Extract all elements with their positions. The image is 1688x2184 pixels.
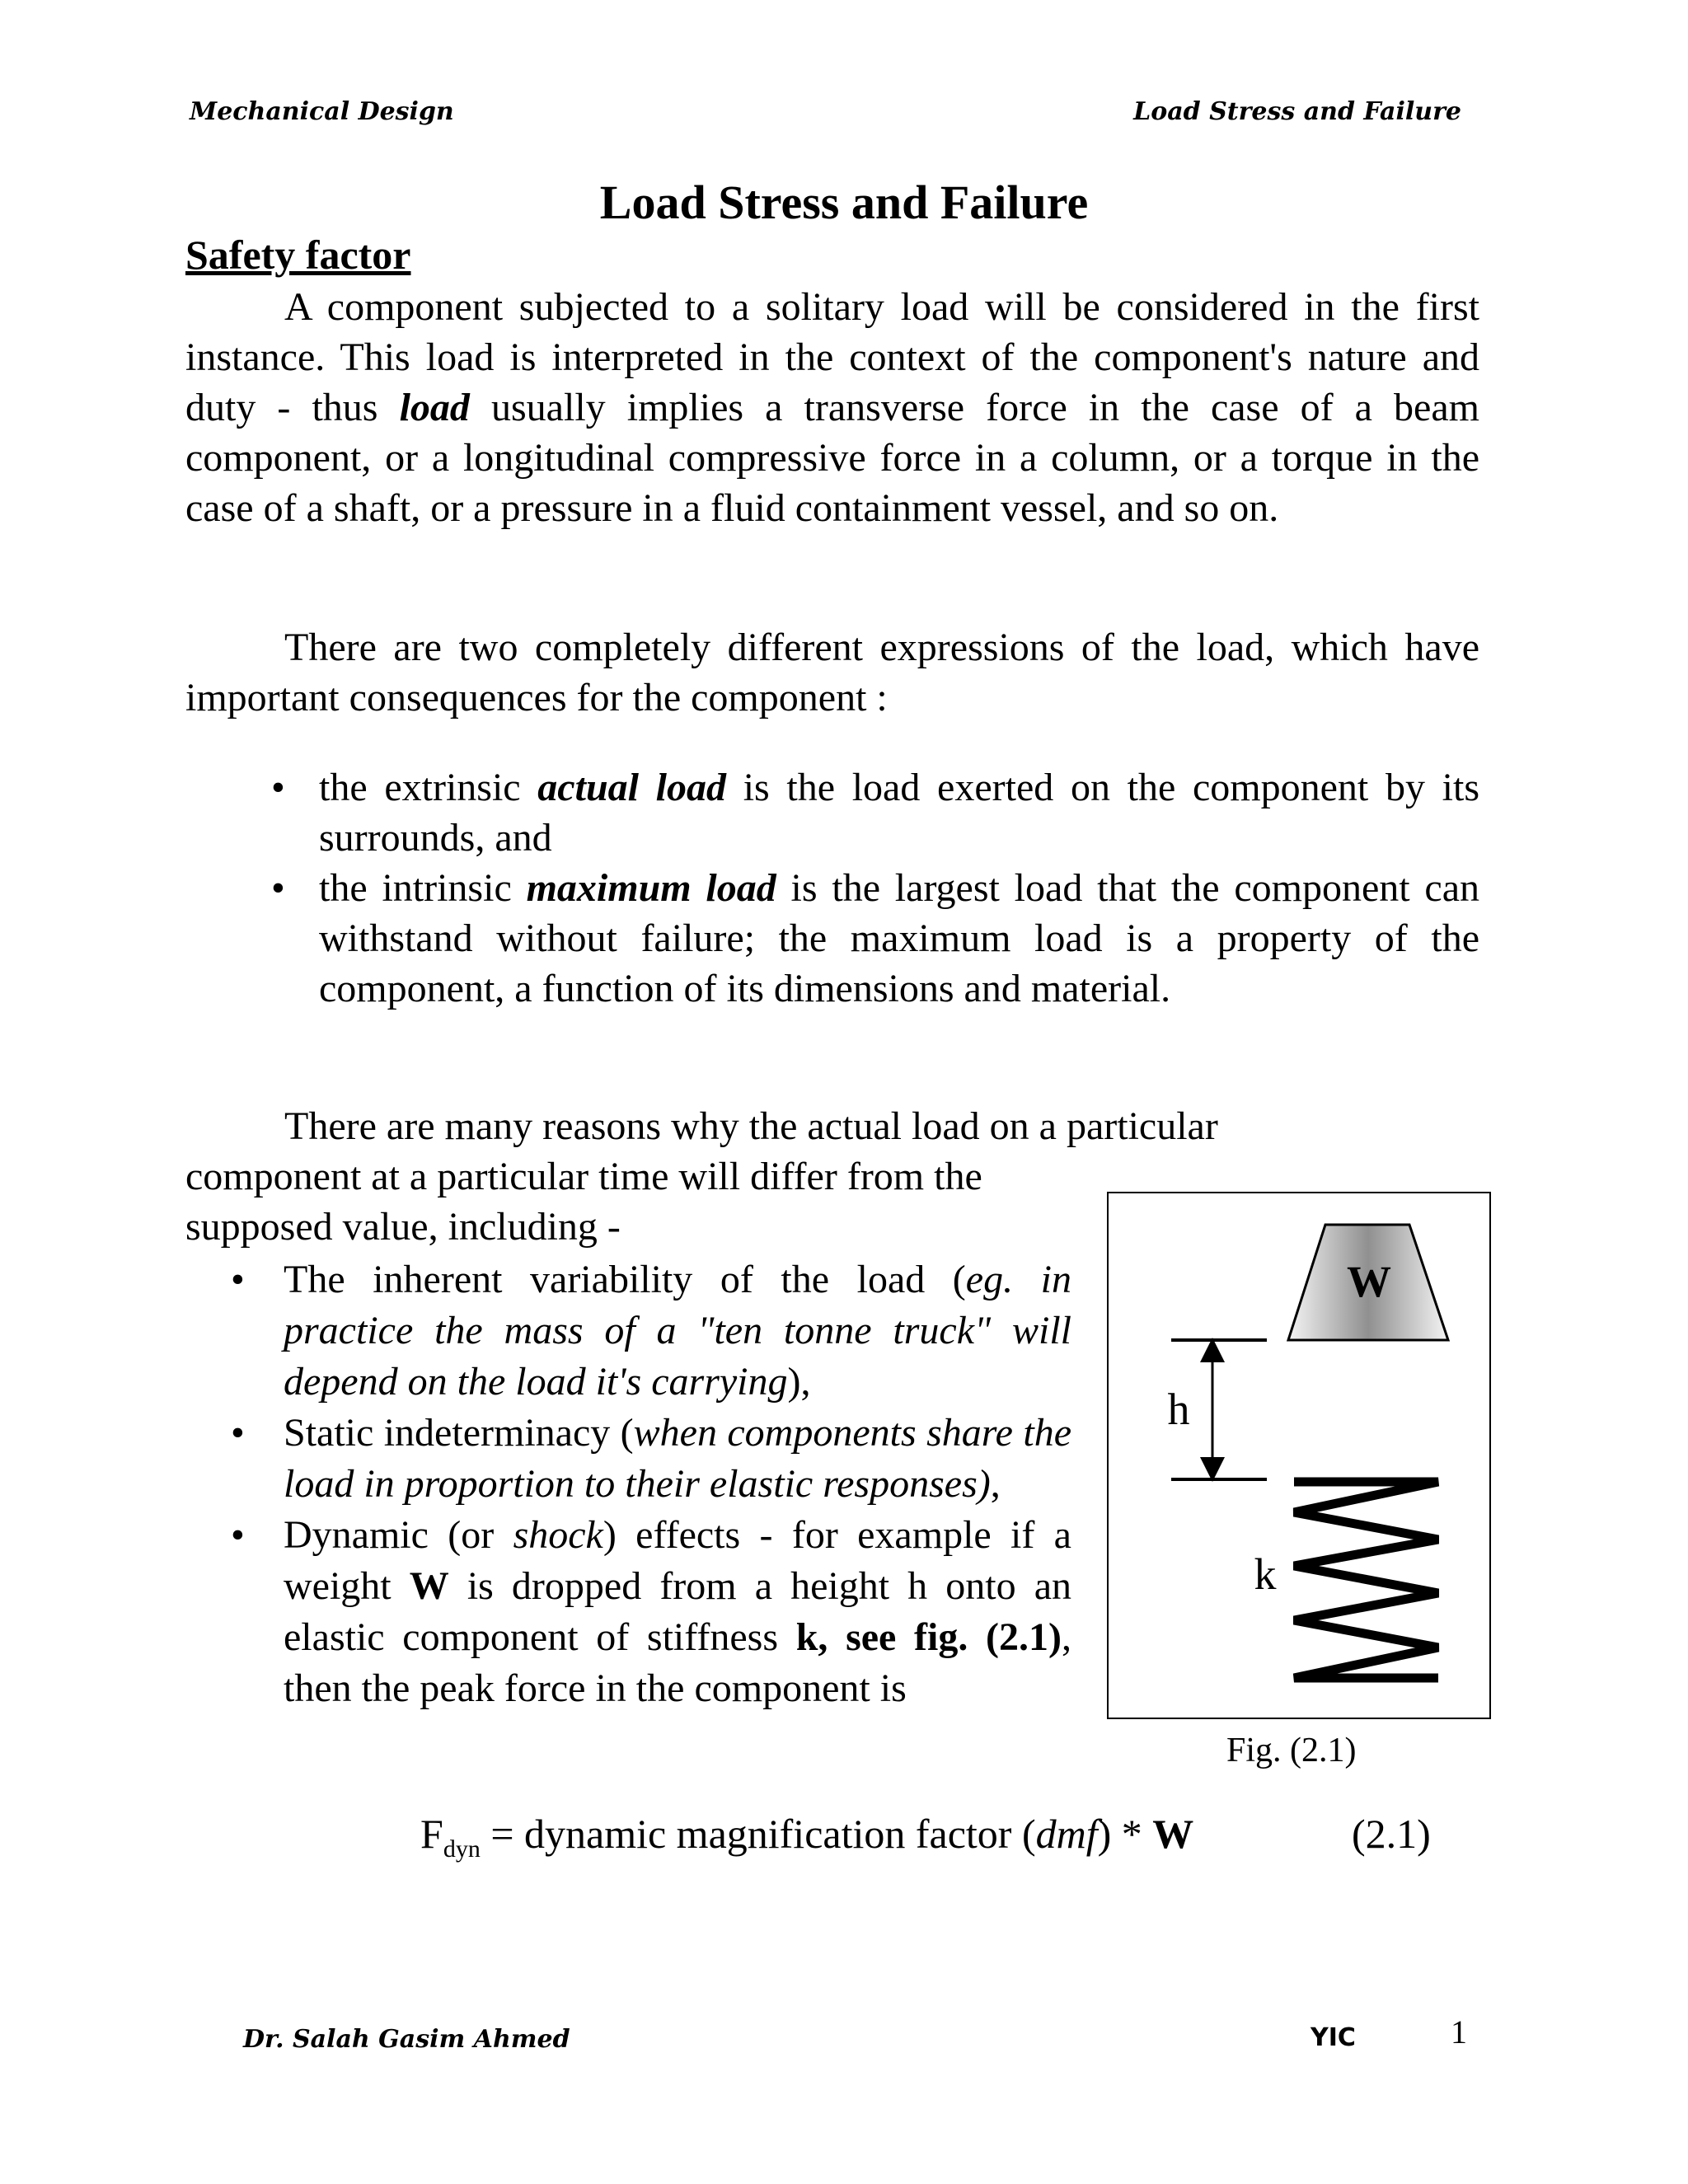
figure-caption: Fig. (2.1): [1226, 1732, 1357, 1769]
equation-dynamic-force: $F_{dyn}$ = dynamic magnification factor (dmf) * W: [420, 1811, 1194, 1863]
header-course-title: Mechanical Design: [190, 97, 454, 126]
reasons-list: [231, 1254, 1071, 1714]
bullet-icon: •: [231, 1411, 245, 1455]
paragraph-reasons-intro: There are many reasons why the actual load on a particular component at a particular time will differ from the supposed value, including -: [185, 1104, 1218, 1249]
footer-institution: YIC: [1311, 2023, 1356, 2052]
list-item: • Static indeterminacy (when components share the load in proportion to their elastic responses),: [231, 1408, 1071, 1510]
bullet-icon: •: [231, 1258, 245, 1301]
paragraph-expressions: [185, 622, 1479, 723]
load-types-list: [268, 762, 1479, 1014]
paragraph-expressions-text: There are two completely different expressions of the load, which have important consequences for the component :: [185, 626, 1479, 719]
height-label: h: [1167, 1385, 1190, 1434]
figure-drop-weight-spring: [1107, 1192, 1491, 1719]
stiffness-label: k: [1254, 1549, 1277, 1599]
header-chapter-title: Load Stress and Failure: [1133, 97, 1461, 126]
footer-author: Dr. Salah Gasim Ahmed: [243, 2025, 570, 2054]
equation-number: (2.1): [1352, 1811, 1431, 1857]
spring-coil: [1294, 1482, 1438, 1678]
list-item: • the intrinsic maximum load is the largest load that the component can withstand without failure; the maximum load is a property of the component, a function of its dimensions and material.: [268, 863, 1479, 1014]
paragraph-intro-text-a: A component subjected to a solitary load will be considered in the first instance. This load is interpreted in the context of the component's nature and duty - thus: [185, 285, 1479, 429]
emphasis-load: load: [399, 386, 470, 429]
emphasis-actual-load: actual load: [537, 766, 726, 809]
paragraph-intro: [185, 282, 1479, 533]
list-item: • Dynamic (or shock) effects - for example if a weight W is dropped from a height h onto an elastic component of stiffness k, see fig. (2.1), then the peak force in the component is: [231, 1510, 1071, 1714]
page-number: 1: [1451, 2013, 1467, 2050]
bullet-icon: •: [271, 866, 285, 910]
drop-weight-diagram: [1109, 1193, 1489, 1718]
section-heading: Safety factor: [185, 232, 411, 278]
bullet-icon: •: [231, 1513, 245, 1557]
page-title: Load Stress and Failure: [599, 176, 1089, 229]
list-item: • the extrinsic actual load is the load exerted on the component by its surrounds, and: [268, 762, 1479, 863]
emphasis-maximum-load: maximum load: [526, 866, 776, 910]
bullet-icon: •: [271, 766, 285, 809]
weight-label: W: [1347, 1257, 1391, 1306]
paragraph-intro-text-b: usually implies a transverse force in the case of a beam component, or a longitudinal compressive force in a column, or a torque in the case of a shaft, or a pressure in a fluid containment vessel, and so on.: [185, 386, 1480, 530]
list-item: • The inherent variability of the load (eg. in practice the mass of a "ten tonne truck" will depend on the load it's carrying),: [231, 1254, 1071, 1408]
